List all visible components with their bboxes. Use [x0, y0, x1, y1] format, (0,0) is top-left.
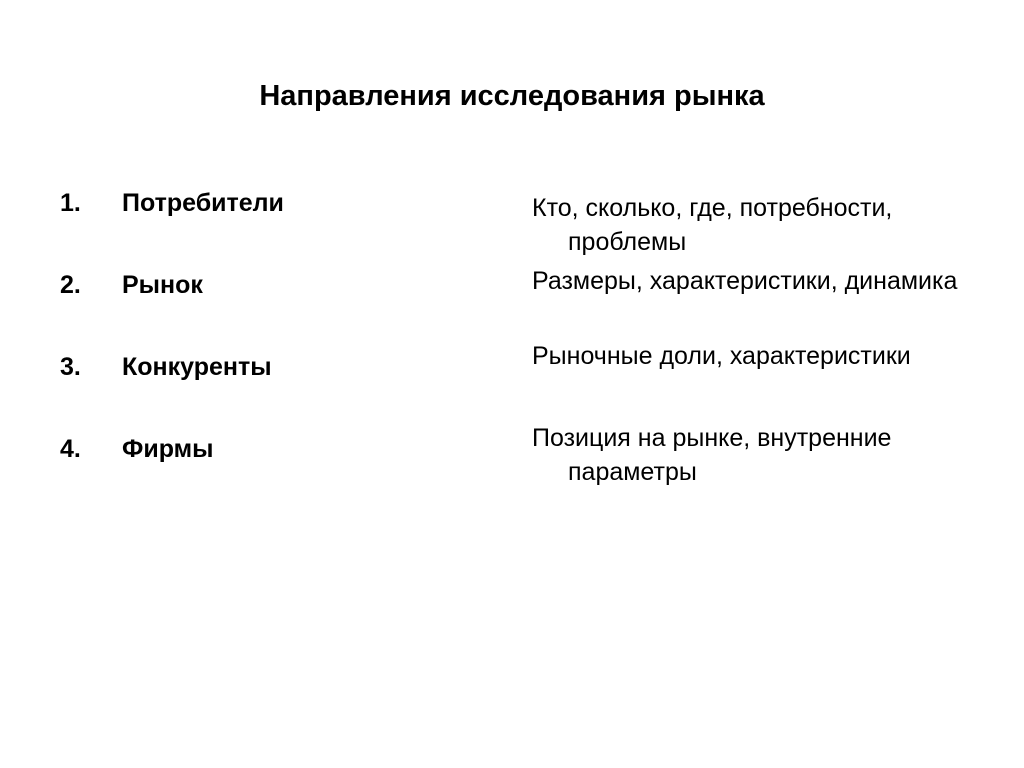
- topic-number: 4.: [60, 435, 81, 463]
- topic-item-consumers: [0, 186, 480, 220]
- description-competitors: Рыночные доли, характеристики: [532, 342, 911, 370]
- topic-label: Рынок: [122, 271, 203, 299]
- topic-number: 1.: [60, 189, 81, 217]
- description-firms: Позиция на рынке, внутренние параметры: [532, 424, 892, 486]
- topic-label: Фирмы: [122, 435, 214, 463]
- topic-number: 2.: [60, 271, 81, 299]
- topic-label: Конкуренты: [122, 353, 272, 381]
- topic-item-market: [0, 268, 480, 302]
- topic-item-competitors: [0, 350, 480, 384]
- description-market: Размеры, характеристики, динамика: [532, 267, 958, 295]
- topic-label: Потребители: [122, 189, 284, 217]
- slide-title: Направления исследования рынка: [259, 80, 765, 112]
- description-consumers: Кто, сколько, где, потребности, проблемы: [532, 194, 893, 256]
- topic-item-firms: [0, 432, 480, 466]
- topic-number: 3.: [60, 353, 81, 381]
